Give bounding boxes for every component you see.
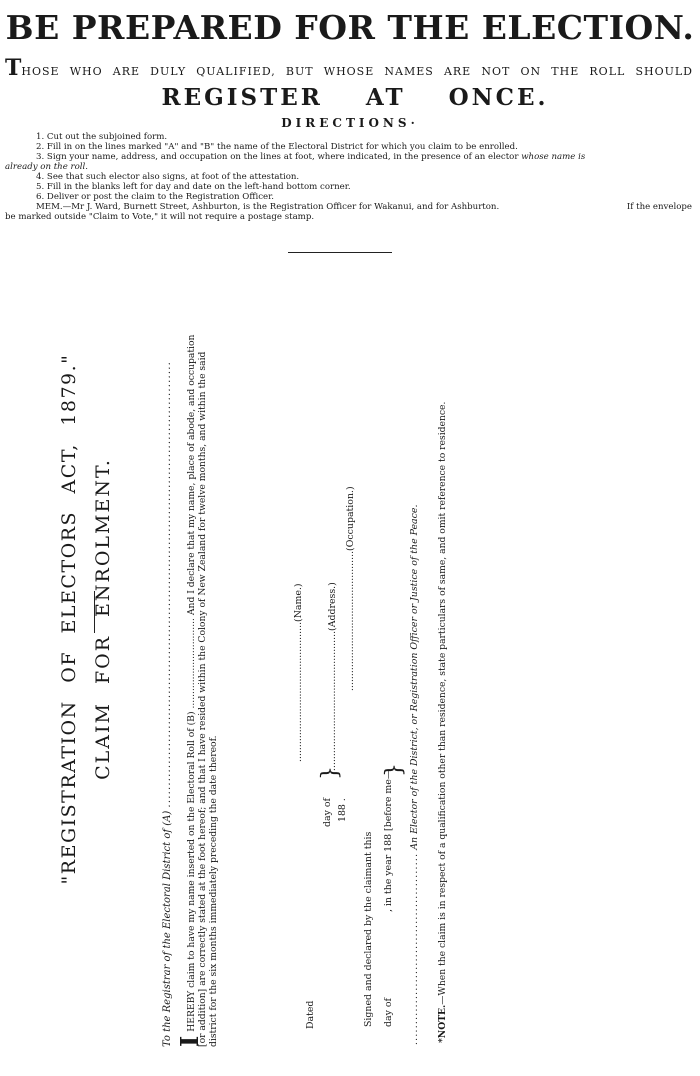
signed-declaration: Signed and declared by the claimant this: [363, 831, 374, 1027]
direction-step-3-emphasis: whose name is: [521, 152, 586, 162]
intro-drop-cap: T: [5, 55, 22, 81]
declaration-day-of: day of: [383, 998, 394, 1027]
before-me: [before me—: [383, 769, 394, 831]
direction-step-3-continued: already on the roll.: [5, 162, 89, 172]
directions-list: [0, 132, 700, 222]
registrar-text: To the Registrar of the Electoral District of (A): [162, 810, 173, 1047]
direction-step-6: 6. Deliver or post the claim to the Registration Officer.: [36, 192, 274, 202]
witness-description: An Elector of the District, or Registration Officer or Justice of the Peace.: [409, 504, 420, 850]
memo-continued: be marked outside "Claim to Vote," it will not require a postage stamp.: [5, 212, 315, 222]
footnote-label: *NOTE.: [437, 1004, 448, 1043]
act-title: "REGISTRATION OF ELECTORS ACT, 1879.": [58, 353, 80, 885]
directions-heading: DIRECTIONS·: [281, 116, 419, 130]
memo-text: MEM.—Mr J. Ward, Burnett Street, Ashburton, is the Registration Officer for Wakanui, and for Ashburton.: [36, 202, 500, 212]
section-divider: [288, 252, 392, 253]
register-heading: REGISTER AT ONCE.: [161, 84, 549, 111]
intro-text: HOSE WHO ARE DULY QUALIFIED, BUT WHOSE NAMES ARE NOT ON THE ROLL SHOULD: [21, 65, 693, 78]
memo-text-end: If the envelope: [626, 202, 692, 212]
direction-step-2: 2. Fill in on the lines marked "A" and "B" the name of the Electoral District for which you claim to be enrolled.: [36, 142, 518, 152]
headline: BE PREPARED FOR THE ELECTION.: [5, 8, 695, 47]
witness-signature-blank: ..............................................: [409, 852, 420, 1045]
claim-statement: [175, 332, 219, 1047]
claim-title: CLAIM FOR ENROLMENT.: [92, 458, 114, 780]
direction-step-1: 1. Cut out the subjoined form.: [36, 132, 168, 142]
declaration-year: , in the year 188: [383, 833, 394, 913]
footnote-text: —When the claim is in respect of a qualification other than residence, state particulars of same, and omit reference to residence.: [437, 401, 448, 1005]
claim-text: HEREBY claim to have my name inserted on the Electoral Roll of (B) ............................... And I declare that my name, place of abode, and occupation [or addition] are correctly stated at the foot hereof; and that I have resided within the Colony of New Zealand for twelve months, and within the said district for the six months immediately preceding the date thereof.: [186, 334, 219, 1047]
claim-form: [45, 302, 545, 1047]
witness-line: [409, 505, 420, 1045]
address-field: ...............................................(Address.): [327, 582, 338, 771]
direction-step-3: [0, 152, 700, 162]
memo: [0, 202, 700, 212]
day-of-label: day of: [322, 798, 333, 827]
footnote: [437, 402, 448, 1043]
intro-line: [5, 55, 693, 81]
declaration-date-line: [383, 770, 394, 1027]
date-brace: }: [318, 766, 343, 780]
name-field: ...............................................(Name.): [293, 583, 304, 762]
dated-label: Dated: [305, 1000, 316, 1029]
direction-step-4: 4. See that such elector also signs, at foot of the attestation.: [36, 172, 300, 182]
year-label: 188 .: [337, 798, 348, 822]
district-a-blank: ......................................................................................................: [162, 360, 173, 808]
direction-step-5: 5. Fill in the blanks left for day and date on the left-hand bottom corner.: [36, 182, 351, 192]
registrar-address: [162, 361, 173, 1047]
witness-brace: }: [382, 763, 407, 777]
claim-drop-cap: I: [175, 1035, 204, 1047]
direction-step-3-text: 3. Sign your name, address, and occupation on the lines at foot, where indicated, in the presence of an elector: [36, 152, 519, 162]
occupation-field: ...............................................(Occupation.): [345, 486, 356, 691]
